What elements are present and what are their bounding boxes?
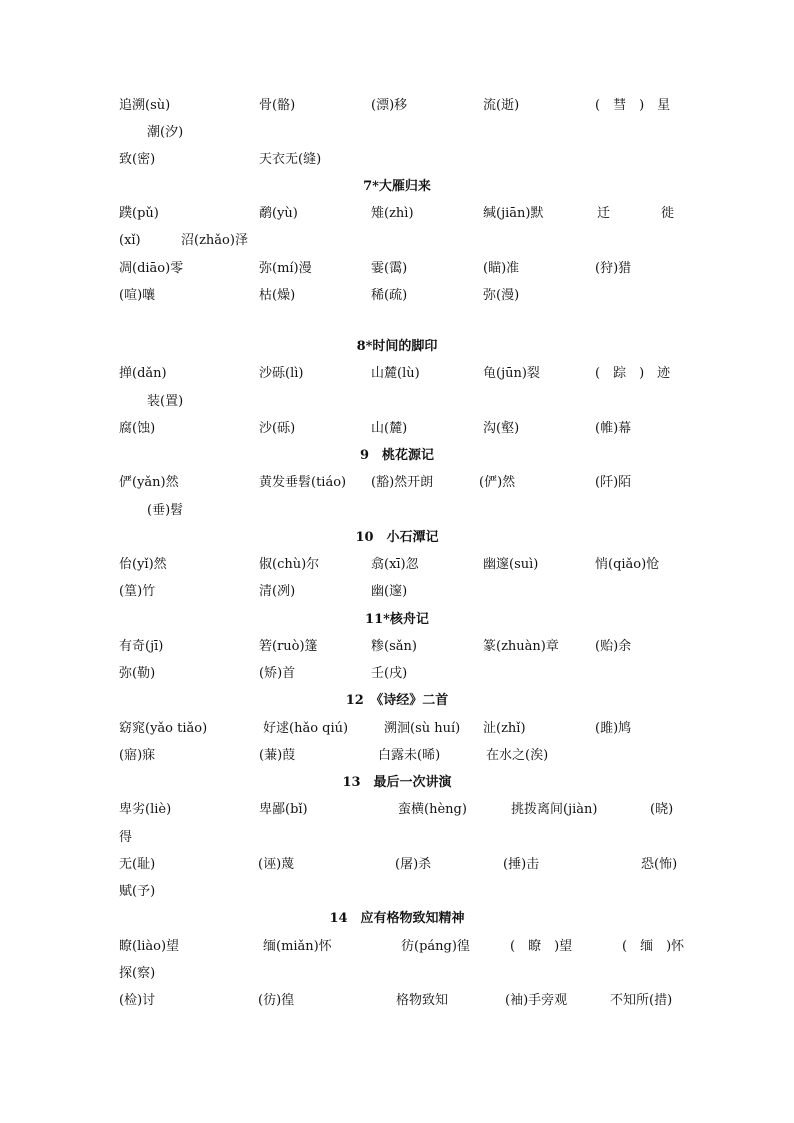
word-row bbox=[0, 499, 794, 523]
word-item: 探(察) bbox=[119, 966, 156, 981]
word-item: (晓) bbox=[650, 802, 674, 817]
word-row bbox=[0, 853, 794, 877]
word-row bbox=[0, 635, 794, 659]
word-item: 潮(汐) bbox=[147, 125, 184, 140]
word-item: 沼(zhǎo)泽 bbox=[181, 233, 248, 248]
word-item: 弥(mí)漫 bbox=[259, 261, 312, 276]
word-item: 溯洄(sù huí) bbox=[384, 721, 461, 736]
word-item: ( 缅 )怀 bbox=[622, 939, 685, 954]
word-item: 糁(sǎn) bbox=[371, 639, 417, 654]
word-item: 俶(chù)尔 bbox=[259, 557, 320, 572]
word-row bbox=[0, 362, 794, 386]
word-item: (垂)髫 bbox=[147, 503, 184, 518]
word-item: (蒹)葭 bbox=[259, 748, 296, 763]
word-item: 缅(miǎn)怀 bbox=[263, 939, 332, 954]
lesson-heading: 9 桃花源记 bbox=[359, 448, 435, 463]
word-item: 白露未(晞) bbox=[378, 748, 441, 763]
word-item: 壬(戌) bbox=[371, 666, 408, 681]
word-item: (雎)鸠 bbox=[595, 721, 632, 736]
word-item: 清(冽) bbox=[259, 584, 296, 599]
lesson-heading: 7*大雁归来 bbox=[363, 179, 431, 194]
word-item: 龟(jūn)裂 bbox=[483, 366, 540, 381]
word-item: 篆(zhuàn)章 bbox=[483, 639, 559, 654]
word-item: (瞄)准 bbox=[483, 261, 520, 276]
word-row bbox=[0, 148, 794, 172]
word-row bbox=[0, 962, 794, 986]
word-item: 凋(diāo)零 bbox=[119, 261, 184, 276]
word-item: 好逑(hǎo qiú) bbox=[263, 721, 349, 736]
word-item: 装(置) bbox=[147, 394, 184, 409]
word-row bbox=[0, 744, 794, 768]
word-item: 彷(páng)徨 bbox=[401, 939, 470, 954]
word-row bbox=[0, 284, 794, 308]
lesson-heading: 10 小石潭记 bbox=[355, 530, 439, 545]
word-item: 箬(ruò)篷 bbox=[259, 639, 318, 654]
word-item: 稀(疏) bbox=[371, 288, 408, 303]
word-item: (俨)然 bbox=[479, 475, 516, 490]
word-item: ( 踪 ) 迹 bbox=[595, 366, 671, 381]
word-row bbox=[0, 417, 794, 441]
word-row bbox=[0, 229, 794, 253]
word-item: (篁)竹 bbox=[119, 584, 156, 599]
word-row bbox=[0, 798, 794, 822]
word-item: 追溯(sù) bbox=[119, 98, 171, 113]
word-item: 幽邃(suì) bbox=[483, 557, 539, 572]
word-item: 山麓(lù) bbox=[371, 366, 420, 381]
word-item: (彷)徨 bbox=[258, 993, 295, 1008]
word-item: ( 彗 ) 星 bbox=[595, 98, 671, 113]
word-item: 弥(勒) bbox=[119, 666, 156, 681]
word-item: 腐(蚀) bbox=[119, 421, 156, 436]
word-row bbox=[0, 553, 794, 577]
word-row bbox=[0, 471, 794, 495]
word-item: (捶)击 bbox=[503, 857, 540, 872]
word-item: 致(密) bbox=[119, 152, 156, 167]
word-item: 无(耻) bbox=[119, 857, 156, 872]
word-row bbox=[0, 935, 794, 959]
word-row bbox=[0, 202, 794, 226]
word-row bbox=[0, 989, 794, 1013]
word-item: (狩)猎 bbox=[595, 261, 632, 276]
word-item: 格物致知 bbox=[396, 993, 449, 1008]
word-item: 俨(yǎn)然 bbox=[119, 475, 179, 490]
word-item: 雉(zhì) bbox=[371, 206, 414, 221]
word-item: (喧)嚷 bbox=[119, 288, 156, 303]
word-item: 蹼(pǔ) bbox=[119, 206, 159, 221]
lesson-heading: 11*核舟记 bbox=[365, 612, 429, 627]
word-item: (检)讨 bbox=[119, 993, 156, 1008]
word-item: 悄(qiǎo)怆 bbox=[595, 557, 660, 572]
word-item: 沚(zhǐ) bbox=[483, 721, 526, 736]
word-row bbox=[0, 94, 794, 118]
word-item: 弥(漫) bbox=[483, 288, 520, 303]
word-item: (寤)寐 bbox=[119, 748, 156, 763]
word-item: (漂)移 bbox=[371, 98, 408, 113]
word-item: 赋(予) bbox=[119, 884, 156, 899]
word-item: 缄(jiān)默 bbox=[483, 206, 544, 221]
word-item: (袖)手旁观 bbox=[505, 993, 568, 1008]
word-item: 霎(霭) bbox=[371, 261, 408, 276]
word-item: (豁)然开朗 bbox=[371, 475, 434, 490]
lesson-heading: 14 应有格物致知精神 bbox=[329, 911, 465, 926]
word-item: (xǐ) bbox=[119, 233, 141, 248]
word-item: (屠)杀 bbox=[395, 857, 432, 872]
word-item: 瞭(liào)望 bbox=[119, 939, 180, 954]
word-item: 有奇(jī) bbox=[119, 639, 164, 654]
lesson-heading: 8*时间的脚印 bbox=[356, 339, 438, 354]
word-item: 迁 bbox=[597, 206, 611, 221]
word-item: 天衣无(缝) bbox=[259, 152, 322, 167]
word-item: (矫)首 bbox=[259, 666, 296, 681]
lesson-heading: 12 《诗经》二首 bbox=[345, 693, 449, 708]
word-item: 挑拨离间(jiàn) bbox=[511, 802, 598, 817]
word-item: 山(麓) bbox=[371, 421, 408, 436]
word-row bbox=[0, 580, 794, 604]
word-row bbox=[0, 826, 794, 850]
word-row bbox=[0, 390, 794, 414]
word-item: 得 bbox=[119, 830, 133, 845]
word-item: 黄发垂髫(tiáo) bbox=[259, 475, 347, 490]
word-item: (诬)蔑 bbox=[258, 857, 295, 872]
word-item: 枯(燥) bbox=[259, 288, 296, 303]
word-item: (帷)幕 bbox=[595, 421, 632, 436]
word-item: 掸(dǎn) bbox=[119, 366, 167, 381]
word-row bbox=[0, 121, 794, 145]
word-item: 徙 bbox=[661, 206, 675, 221]
word-item: 翕(xī)忽 bbox=[371, 557, 419, 572]
word-row bbox=[0, 717, 794, 741]
word-item: 恐(怖) bbox=[641, 857, 678, 872]
word-row bbox=[0, 662, 794, 686]
word-item: ( 瞭 )望 bbox=[510, 939, 573, 954]
word-item: 蛮横(hèng) bbox=[398, 802, 467, 817]
word-item: 不知所(措) bbox=[610, 993, 673, 1008]
word-item: 沙(砾) bbox=[259, 421, 296, 436]
word-item: 窈窕(yǎo tiǎo) bbox=[119, 721, 208, 736]
word-item: 鹬(yù) bbox=[259, 206, 298, 221]
word-row bbox=[0, 257, 794, 281]
word-item: 骨(骼) bbox=[259, 98, 296, 113]
word-row bbox=[0, 880, 794, 904]
word-item: (贻)余 bbox=[595, 639, 632, 654]
word-item: 佁(yǐ)然 bbox=[119, 557, 167, 572]
word-item: 沙砾(lì) bbox=[259, 366, 304, 381]
word-item: 在水之(涘) bbox=[486, 748, 549, 763]
word-item: 幽(邃) bbox=[371, 584, 408, 599]
word-item: (阡)陌 bbox=[595, 475, 632, 490]
word-item: 沟(壑) bbox=[483, 421, 520, 436]
word-item: 卑鄙(bǐ) bbox=[259, 802, 308, 817]
word-item: 流(逝) bbox=[483, 98, 520, 113]
lesson-heading: 13 最后一次讲演 bbox=[342, 775, 452, 790]
word-item: 卑劣(liè) bbox=[119, 802, 172, 817]
